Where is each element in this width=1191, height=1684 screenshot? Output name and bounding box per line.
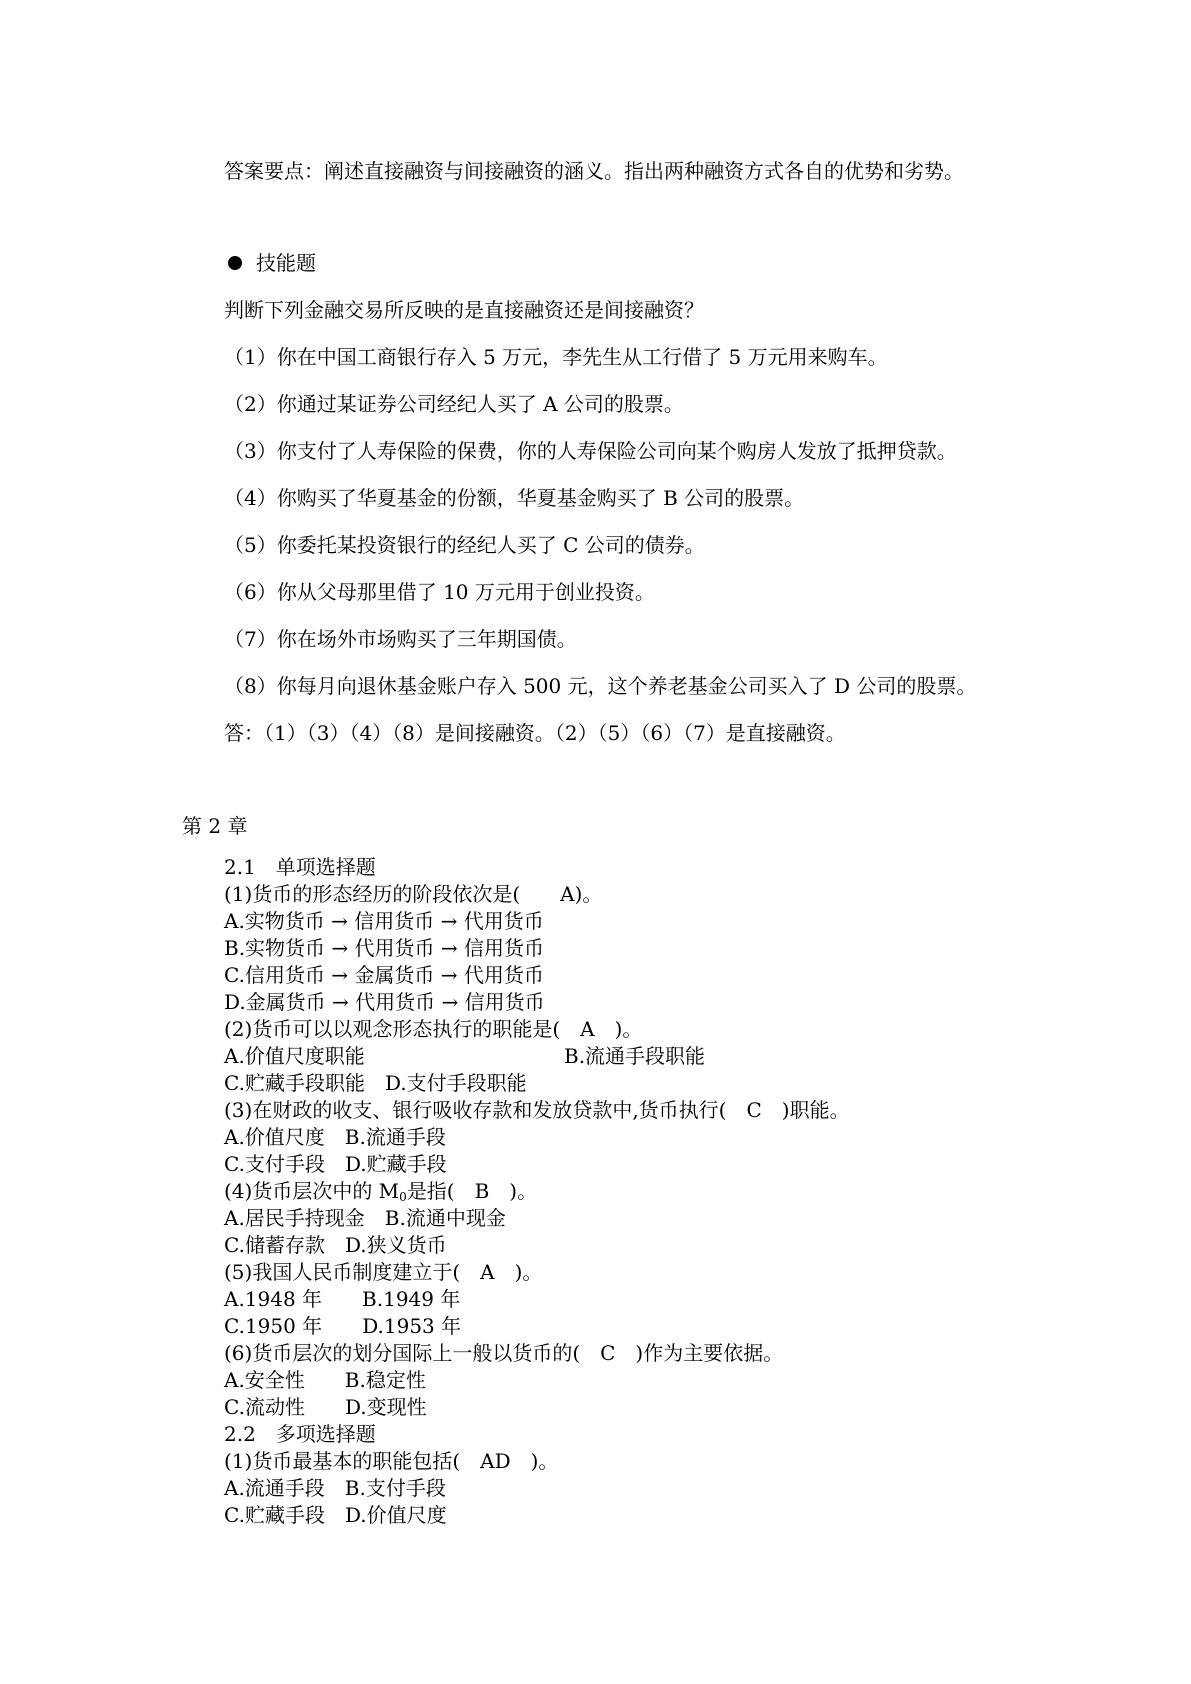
- list-item: （5）你委托某投资银行的经纪人买了 C 公司的债券。: [224, 533, 705, 557]
- option-line: C.1950 年 D.1953 年: [224, 1314, 462, 1338]
- option-line: C.储蓄存款 D.狭义货币: [224, 1233, 447, 1257]
- question-text-part: (4)货币层次中的 M: [224, 1179, 400, 1203]
- option-line: C.流动性 D.变现性: [224, 1395, 427, 1419]
- list-item: （6）你从父母那里借了 10 万元用于创业投资。: [224, 580, 655, 604]
- option-line: A.价值尺度 B.流通手段: [224, 1125, 446, 1149]
- option-line: A.价值尺度职能: [224, 1044, 365, 1068]
- question-text: (6)货币层次的划分国际上一般以货币的( C )作为主要依据。: [224, 1341, 784, 1365]
- bullet-icon: [228, 256, 242, 270]
- option-line: C.支付手段 D.贮藏手段: [224, 1152, 447, 1176]
- skill-question: 判断下列金融交易所反映的是直接融资还是间接融资？: [224, 298, 704, 322]
- skill-answer: 答：（1）（3）（4）（8）是间接融资。（2）（5）（6）（7）是直接融资。: [224, 721, 846, 745]
- list-item: （2）你通过某证券公司经纪人买了 A 公司的股票。: [224, 392, 684, 416]
- question-text: (1)货币的形态经历的阶段依次是( A)。: [224, 882, 603, 906]
- option-line: A.流通手段 B.支付手段: [224, 1476, 446, 1500]
- option-line: C.贮藏手段 D.价值尺度: [224, 1503, 447, 1527]
- answer-points: 答案要点：阐述直接融资与间接融资的涵义。指出两种融资方式各自的优势和劣势。: [224, 159, 964, 183]
- subscript: 0: [399, 1190, 407, 1204]
- skill-heading: 技能题: [256, 251, 316, 275]
- option-line: A.1948 年 B.1949 年: [224, 1287, 461, 1311]
- option-line: A.安全性 B.稳定性: [224, 1368, 426, 1392]
- option-line: B.实物货币 → 代用货币 → 信用货币: [224, 936, 544, 960]
- list-item: （4）你购买了华夏基金的份额，华夏基金购买了 B 公司的股票。: [224, 486, 805, 510]
- question-text: (3)在财政的收支、银行吸收存款和发放贷款中,货币执行( C )职能。: [224, 1098, 850, 1122]
- list-item: （7）你在场外市场购买了三年期国债。: [224, 627, 577, 651]
- option-line: D.金属货币 → 代用货币 → 信用货币: [224, 990, 545, 1014]
- option-line: A.居民手持现金 B.流通中现金: [224, 1206, 506, 1230]
- option-line: C.信用货币 → 金属货币 → 代用货币: [224, 963, 544, 987]
- question-text-part: 是指( B )。: [406, 1179, 538, 1203]
- list-item: （8）你每月向退休基金账户存入 500 元，这个养老基金公司买入了 D 公司的股票。: [224, 674, 977, 698]
- section-heading: 2.1 单项选择题: [224, 855, 376, 879]
- option-line: B.流通手段职能: [564, 1044, 706, 1068]
- list-item: （3）你支付了人寿保险的保费，你的人寿保险公司向某个购房人发放了抵押贷款。: [224, 439, 957, 463]
- section-heading: 2.2 多项选择题: [224, 1422, 376, 1446]
- question-text: (5)我国人民币制度建立于( A )。: [224, 1260, 543, 1284]
- option-line: A.实物货币 → 信用货币 → 代用货币: [224, 909, 544, 933]
- list-item: （1）你在中国工商银行存入 5 万元，李先生从工行借了 5 万元用来购车。: [224, 345, 888, 369]
- question-text: (2)货币可以以观念形态执行的职能是( A )。: [224, 1017, 643, 1041]
- option-line: C.贮藏手段职能 D.支付手段职能: [224, 1071, 527, 1095]
- chapter-title: 第 2 章: [182, 814, 248, 838]
- question-text: (1)货币最基本的职能包括( AD )。: [224, 1449, 559, 1473]
